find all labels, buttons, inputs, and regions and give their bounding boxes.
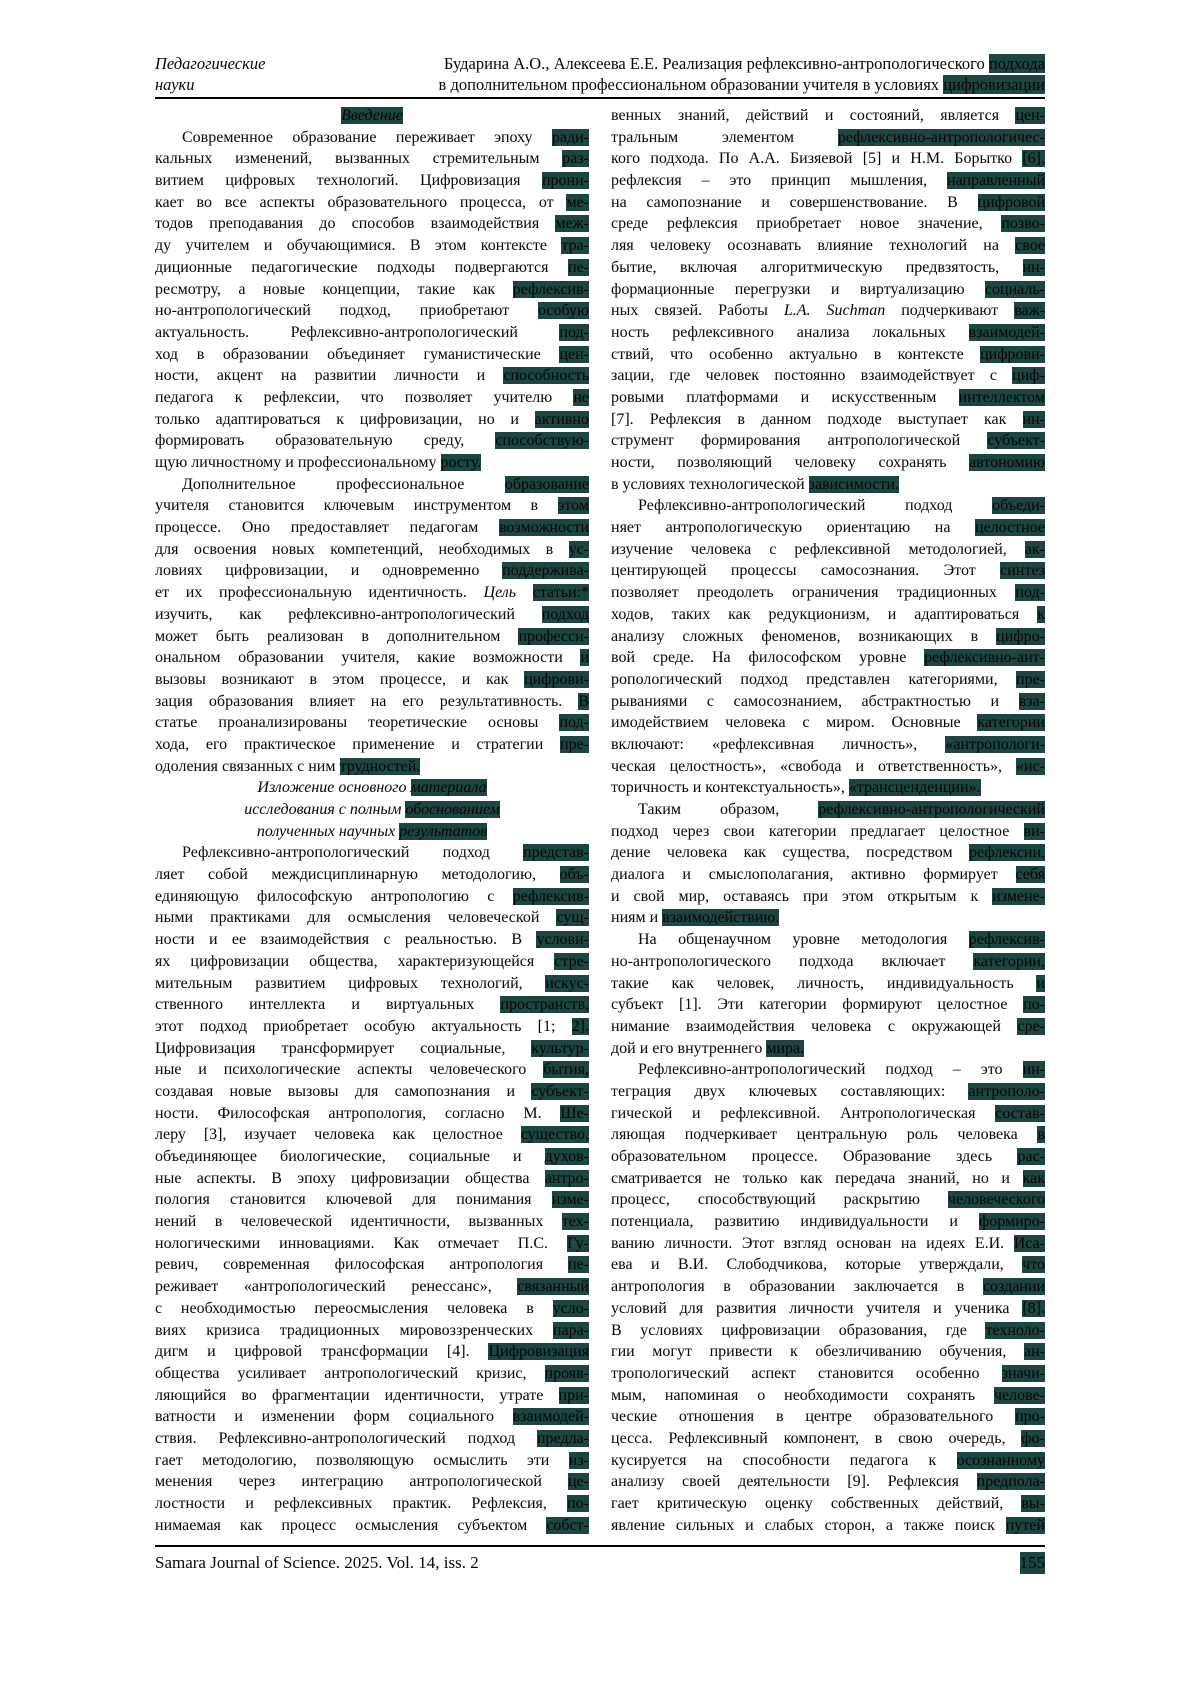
line-end-highlight: предла- — [536, 1429, 589, 1447]
text-line: статье проанализированы теоретические основы под- — [155, 714, 589, 732]
footer-divider — [155, 1545, 1045, 1547]
text-line: ляет собой междисциплинарную методологию, объ- — [155, 866, 589, 884]
line-end-highlight: раз- — [562, 150, 589, 168]
line-end-highlight: человеческого — [947, 1191, 1045, 1209]
paragraph — [611, 799, 1045, 929]
text-line: анализу своей деятельности [9]. Рефлексия предпола- — [611, 1473, 1045, 1491]
line-end-highlight: категории, — [973, 952, 1045, 970]
text-line: центирующей процессы самосознания. Этот синтез — [611, 562, 1045, 580]
line-end-highlight: рефлексивно-антропологичес- — [837, 128, 1045, 146]
text-line: гической и рефлексивной. Антропологическая состав- — [611, 1104, 1045, 1122]
line-end-highlight: челове- — [993, 1386, 1045, 1404]
line-end-highlight: подход — [541, 605, 589, 623]
running-head-section-line1: Педагогические — [155, 54, 266, 73]
text-line: цесса. Рефлексивный компонент, в свою очередь, фо- — [611, 1429, 1045, 1447]
text-line: ляющийся во фрагментации идентичности, утрате при- — [155, 1386, 589, 1404]
line-end-highlight: состав- — [995, 1104, 1045, 1122]
text-line: ревич, современная философская антропология пе- — [155, 1256, 589, 1274]
text-line: [7]. Рефлексия в данном подходе выступает как ин- — [611, 410, 1045, 428]
line-end-highlight: результатов — [399, 822, 488, 840]
text-line: теграция двух ключевых составляющих: антрополо- — [611, 1082, 1045, 1100]
text-line: но-антропологического подхода включает категории, — [611, 952, 1045, 970]
text-line: ные и психологические аспекты человеческого бытия, — [155, 1061, 589, 1079]
line-end-highlight: ин- — [1022, 410, 1045, 428]
text-line: кальных изменений, вызванных стремительным раз- — [155, 150, 589, 168]
text-line: ческая целостность», «свобода и ответственность», «ис- — [611, 757, 1045, 775]
text-line: виях кризиса традиционных мировоззренческих пара- — [155, 1321, 589, 1339]
line-end-highlight: бытия, — [543, 1061, 589, 1079]
text-line: условий для развития личности учителя и ученика [8]. — [611, 1299, 1045, 1317]
line-end-highlight: рефлексивно-ант- — [924, 649, 1045, 667]
line-end-highlight: стре- — [554, 952, 589, 970]
line-end-highlight: сре- — [1017, 1017, 1045, 1035]
section-heading — [155, 105, 589, 127]
line-end-highlight: и — [580, 649, 589, 667]
line-end-highlight: связанный — [517, 1278, 589, 1296]
line-end-highlight: материала — [410, 779, 487, 797]
line-end-highlight: ак- — [1024, 540, 1045, 558]
text-line: ванию личности. Этот взгляд основан на идеях Е.И. Иса- — [611, 1234, 1045, 1252]
text-line: Цифровизация трансформирует социальные, культур- — [155, 1039, 589, 1057]
line-end-highlight: цифровизации — [943, 74, 1045, 94]
text-line: ности, позволяющий человеку сохранять автономию — [611, 454, 1045, 471]
text-line: антропология в образовании заключается в создании — [611, 1278, 1045, 1296]
text-line: ствия. Рефлексивно-антропологический подход предла- — [155, 1429, 589, 1447]
text-line: ватности и изменении форм социального взаимодей- — [155, 1408, 589, 1426]
text-line: Дополнительное профессиональное образование — [182, 475, 589, 493]
text-line: ональном образовании учителя, какие возможности и — [155, 649, 589, 667]
line-end-highlight: фо- — [1021, 1429, 1045, 1447]
line-end-highlight: Иса- — [1013, 1234, 1045, 1252]
line-end-highlight: искус- — [545, 974, 589, 992]
line-end-highlight: способность — [503, 367, 589, 385]
text-line: менения через интеграцию антропологической це- — [155, 1473, 589, 1491]
line-end-highlight: подхода — [988, 54, 1045, 73]
text-line: гии могут привести к обезличиванию обучения, ан- — [611, 1343, 1045, 1361]
paragraph — [611, 105, 1045, 495]
text-line: этот подход приобретает особую актуальность [1; 2]. — [155, 1017, 589, 1035]
line-end-highlight: це- — [568, 1473, 589, 1491]
line-end-highlight: обоснованием — [405, 801, 500, 818]
text-line: ности, акцент на развитии личности и способность — [155, 367, 589, 385]
heading-line: исследования с полным обоснованием — [244, 801, 500, 818]
line-end-highlight: субъект- — [987, 432, 1045, 450]
line-end-highlight: ан- — [1024, 1343, 1045, 1361]
text-line: позволяет преодолеть ограничения традиционных под- — [611, 584, 1045, 602]
text-line: сматривается не только как передача знаний, но и как — [611, 1169, 1045, 1187]
line-end-highlight: направленный — [947, 172, 1045, 190]
line-end-highlight: прони- — [541, 172, 589, 190]
line-end-highlight: формиро- — [978, 1213, 1045, 1231]
text-line: но-антропологический подход, приобретают особую — [155, 302, 589, 320]
line-end-highlight: синтез — [1000, 562, 1045, 580]
line-end-highlight: взаимодей- — [512, 1408, 589, 1426]
line-end-highlight: значи- — [1001, 1364, 1045, 1382]
line-end-highlight: циф- — [1012, 367, 1045, 385]
line-end-highlight: пе- — [568, 258, 589, 276]
text-line: общества усиливает антропологический кризис, прояв- — [155, 1364, 589, 1382]
text-line: рываниями с самосознанием, абстрактностью и вза- — [611, 692, 1045, 710]
line-end-highlight: пе- — [568, 1256, 589, 1274]
right-column — [611, 105, 1045, 1536]
text-line: среде рефлексия приобретает новое значение, позво- — [611, 215, 1045, 233]
text-line: гает критическую оценку собственных действий, вы- — [611, 1495, 1045, 1512]
text-line: мым, напоминая о необходимости сохранять челове- — [611, 1386, 1045, 1404]
line-end-highlight: рефлексив- — [512, 280, 589, 298]
line-end-highlight: Введение — [341, 107, 403, 124]
running-title-line: Бударина А.О., Алексеева Е.Е. Реализация рефлексивно-антропологического подхода — [443, 54, 1045, 73]
text-line: ход в образовании объединяет гуманистические цен- — [155, 345, 589, 363]
text-line: хода, его практическое применение и стратегии пре- — [155, 735, 589, 753]
paragraph — [611, 929, 1045, 1059]
line-end-highlight: ви- — [1023, 822, 1045, 840]
text-line: ева и В.И. Слободчикова, которые утверждали, что — [611, 1256, 1045, 1274]
paragraph — [611, 1059, 1045, 1536]
text-line: пология становится ключевой для понимания изме- — [155, 1191, 589, 1209]
text-line: анализу сложных феноменов, возникающих в цифро- — [611, 627, 1045, 645]
running-head-section-line2: науки — [155, 74, 195, 94]
text-line: в условиях технологической зависимости. — [611, 475, 900, 493]
text-line: вой среде. На философском уровне рефлексивно-ант- — [611, 649, 1045, 667]
text-line: изучить, как рефлексивно-антропологический подход — [155, 605, 589, 623]
line-end-highlight: способствую- — [495, 432, 589, 450]
running-head-section — [155, 54, 265, 95]
text-line: кусируется на способности педагога к осознанному — [611, 1451, 1045, 1469]
line-end-highlight: мира. — [766, 1039, 805, 1057]
line-end-highlight: изме- — [551, 1191, 589, 1209]
text-line: изучение человека с рефлексивной методологией, ак- — [611, 540, 1045, 558]
section-heading — [155, 777, 589, 842]
line-end-highlight: под- — [1015, 584, 1045, 602]
text-line: дигм и цифровой трансформации [4]. Цифровизация — [155, 1343, 589, 1361]
line-end-highlight: антрополо- — [968, 1082, 1045, 1100]
line-end-highlight: цифро- — [996, 627, 1045, 645]
line-end-highlight: взаимодей- — [968, 323, 1045, 341]
text-line: ческие отношения в центре образовательного про- — [611, 1408, 1045, 1426]
text-line: имодействием человека с миром. Основные категории — [611, 714, 1045, 732]
line-end-highlight: цифрови- — [524, 670, 589, 688]
text-line: В условиях цифровизации образования, где техноло- — [611, 1321, 1045, 1339]
line-end-highlight: антро- — [544, 1169, 589, 1187]
line-end-highlight: тра- — [561, 237, 589, 255]
text-line: педагога к рефлексии, что позволяет учителю не — [155, 388, 589, 406]
line-end-highlight: субъект- — [531, 1082, 589, 1100]
journal-citation: Samara Journal of Science. 2025. Vol. 14, iss. 2 — [155, 1553, 479, 1572]
line-end-highlight: важ- — [1014, 302, 1046, 320]
paragraph — [155, 842, 589, 1536]
line-end-highlight: поддержива- — [502, 562, 589, 580]
text-line: ляющая подчеркивает центральную роль человека в — [611, 1126, 1045, 1144]
text-line: ресмотру, а новые концепции, такие как рефлексив- — [155, 280, 589, 298]
line-end-highlight: вы- — [1021, 1495, 1045, 1512]
text-line: ет их профессиональную идентичность. Цель статьи:* — [155, 584, 589, 602]
heading-line: Изложение основного материала — [257, 779, 487, 797]
line-end-highlight: социаль- — [984, 280, 1045, 298]
line-end-highlight: из- — [568, 1451, 589, 1469]
text-line: процессе. Оно предоставляет педагогам возможности — [155, 519, 589, 537]
line-end-highlight: пространств, — [500, 996, 589, 1014]
page-number: 155 — [1019, 1553, 1045, 1572]
line-end-highlight: не — [573, 388, 589, 406]
text-line: гает методологию, позволяющую осмыслить эти из- — [155, 1451, 589, 1469]
line-end-highlight: про- — [1015, 1408, 1045, 1426]
text-line: мительным развитием цифровых технологий, искус- — [155, 974, 589, 992]
text-line: дение человека как существа, посредством рефлексии, — [611, 844, 1045, 862]
text-line: нений в человеческой идентичности, вызванных тех- — [155, 1213, 589, 1231]
line-end-highlight: рефлексив- — [512, 887, 589, 905]
line-end-highlight: пара- — [552, 1321, 589, 1339]
line-end-highlight: тех- — [561, 1213, 589, 1231]
line-end-highlight: целостное — [975, 519, 1045, 537]
text-line: объединяющее биологические, социальные и духов- — [155, 1148, 589, 1165]
line-end-highlight: интеллектом — [958, 388, 1045, 406]
text-line: щую личностному и профессиональному росту. — [155, 454, 482, 471]
text-line: ровыми платформами и искусственным интеллектом — [611, 388, 1045, 406]
line-end-highlight: возможности — [499, 519, 589, 537]
line-end-highlight: «трансценденции». — [848, 779, 981, 797]
line-end-highlight: взаимодействию. — [662, 909, 780, 927]
text-line: Таким образом, рефлексивно-антропологический — [638, 801, 1045, 818]
line-end-highlight: и — [1036, 974, 1045, 992]
paragraph — [155, 474, 589, 778]
text-line: тральным элементом рефлексивно-антропологичес- — [611, 128, 1045, 146]
text-line: одоления связанных с ним трудностей. — [155, 757, 421, 775]
line-end-highlight: собст- — [546, 1516, 589, 1534]
text-line: дой и его внутреннего мира. — [611, 1039, 805, 1057]
line-end-highlight: духов- — [544, 1148, 589, 1165]
line-end-highlight: культур- — [531, 1039, 589, 1057]
text-line: струмент формирования антропологической субъект- — [611, 432, 1045, 450]
line-end-highlight: под- — [559, 323, 589, 341]
text-line: диалога и смыслополагания, активно формирует себя — [611, 866, 1045, 884]
text-line: ходов, таких как редукционизм, и адаптироваться к — [611, 605, 1045, 623]
text-line: кает во все аспекты образовательного процесса, от ме- — [155, 193, 589, 211]
article-body — [155, 105, 1045, 1536]
text-line: такие как человек, личность, индивидуальность и — [611, 974, 1045, 992]
line-end-highlight: статьи:* — [532, 584, 589, 602]
text-line: может быть реализован в дополнительном професси- — [155, 627, 589, 645]
text-line: актуальность. Рефлексивно-антропологический под- — [155, 323, 589, 341]
text-line: ности и ее взаимодействия с реальностью. В услови- — [155, 931, 589, 949]
line-end-highlight: под- — [559, 714, 589, 732]
text-line: На общенаучном уровне методология рефлексив- — [638, 931, 1045, 949]
text-line: ляя человеку осознавать влияние технологий на свое — [611, 237, 1045, 255]
line-end-highlight: меж- — [555, 215, 589, 233]
line-end-highlight: ради- — [551, 128, 589, 146]
left-column — [155, 105, 589, 1536]
text-line: реживает «антропологический ренессанс», связанный — [155, 1278, 589, 1296]
line-end-highlight: свое — [1015, 237, 1045, 255]
text-line: формировать образовательную среду, способствую- — [155, 432, 589, 450]
line-end-highlight: Гу- — [567, 1234, 589, 1252]
running-title-line: в дополнительном профессиональном образовании учителя в условиях цифровизации — [438, 74, 1045, 94]
text-line: ствий, что особенно актуально в контексте цифрови- — [611, 345, 1045, 363]
running-head-title — [305, 54, 1045, 95]
text-line: леру [3], изучает человека как целостное существо, — [155, 1126, 589, 1144]
text-line: образовательном процессе. Образование здесь рас- — [611, 1148, 1045, 1165]
text-line: витием цифровых технологий. Цифровизация прони- — [155, 172, 589, 190]
line-end-highlight: цифровой — [977, 193, 1045, 211]
text-line: зация образования влияет на его результативность. В — [155, 692, 589, 710]
line-end-highlight: по- — [567, 1495, 589, 1512]
line-end-highlight: рас- — [1017, 1148, 1045, 1165]
text-line: ность рефлексивного анализа локальных взаимодей- — [611, 323, 1045, 341]
heading-line — [155, 105, 589, 127]
line-end-highlight: рефлексии, — [969, 844, 1045, 862]
text-line: подход через свои категории предлагает целостное ви- — [611, 822, 1045, 840]
text-line: тропологический аспект становится особенно значи- — [611, 1364, 1045, 1382]
paragraph — [155, 127, 589, 474]
line-end-highlight: Цифровизация — [488, 1343, 589, 1361]
line-end-highlight: создании — [982, 1278, 1045, 1296]
text-line: процесс, способствующий раскрытию человеческого — [611, 1191, 1045, 1209]
line-end-highlight: [6], — [1022, 150, 1045, 168]
line-end-highlight: категории — [977, 714, 1045, 732]
line-end-highlight: росту. — [440, 454, 482, 471]
line-end-highlight: [8]. — [1022, 1299, 1045, 1317]
line-end-highlight: этом — [557, 497, 589, 515]
text-line: ях цифровизации общества, характеризующейся стре- — [155, 952, 589, 970]
line-end-highlight: ин- — [1022, 258, 1045, 276]
paragraph — [611, 495, 1045, 799]
page-footer — [155, 1552, 1045, 1574]
line-end-highlight: пре- — [1016, 670, 1045, 688]
line-end-highlight: пре- — [560, 735, 589, 753]
text-line: кого подхода. По А.А. Бизяевой [5] и Н.М. Борытко [6], — [611, 150, 1045, 168]
line-end-highlight: В — [578, 692, 589, 710]
line-end-highlight: измене- — [992, 887, 1045, 905]
line-end-highlight: професси- — [518, 627, 589, 645]
text-line: нимание взаимодействия человека с окружающей сре- — [611, 1017, 1045, 1035]
line-end-highlight: предпола- — [976, 1473, 1045, 1491]
line-end-highlight: образование — [504, 475, 589, 493]
line-end-highlight: цен- — [559, 345, 589, 363]
line-end-highlight: существо, — [520, 1126, 589, 1144]
text-line: потенциала, развитию индивидуальности и формиро- — [611, 1213, 1045, 1231]
text-line: создавая новые вызовы для самопознания и субъект- — [155, 1082, 589, 1100]
line-end-highlight: 2]. — [571, 1017, 589, 1035]
line-end-highlight: представ- — [523, 844, 589, 862]
line-end-highlight: рефлексивно-антропологический — [818, 801, 1045, 818]
text-line: формационные перегрузки и виртуализацию социаль- — [611, 280, 1045, 298]
text-line: няет антропологическую ориентацию на целостное — [611, 519, 1045, 537]
text-line: лостности и рефлексивных практик. Рефлексия, по- — [155, 1495, 589, 1512]
text-line: включают: «рефлексивная личность», «антропологи- — [611, 735, 1045, 753]
text-line: и свой мир, оставаясь при этом открытым к измене- — [611, 887, 1045, 905]
text-line: ропологический подход представлен категориями, пре- — [611, 670, 1045, 688]
line-end-highlight: активно — [534, 410, 589, 428]
text-line: субъект [1]. Эти категории формируют целостное по- — [611, 996, 1045, 1014]
line-end-highlight: «ис- — [1016, 757, 1045, 775]
text-line: единяющую философскую антропологию с рефлексив- — [155, 887, 589, 905]
line-end-highlight: услови- — [536, 931, 589, 949]
line-end-highlight: техноло- — [985, 1321, 1045, 1339]
text-line: ными практиками для осмысления человеческой сущ- — [155, 909, 589, 927]
line-end-highlight: особую — [538, 302, 589, 320]
line-end-highlight: рефлексив- — [968, 931, 1045, 949]
line-end-highlight: путей — [1005, 1516, 1045, 1534]
line-end-highlight: как — [1022, 1169, 1045, 1187]
line-end-highlight: что — [1022, 1256, 1045, 1274]
text-line: Рефлексивно-антропологический подход объеди- — [638, 497, 1045, 515]
line-end-highlight: усло- — [552, 1299, 589, 1317]
line-end-highlight: к — [1037, 605, 1045, 623]
line-end-highlight: ус- — [568, 540, 589, 558]
line-end-highlight: автономию — [969, 454, 1045, 471]
line-end-highlight: «антропологи- — [945, 735, 1045, 753]
text-line: диционные педагогические подходы подвергаются пе- — [155, 258, 589, 276]
line-end-highlight: по- — [1023, 996, 1045, 1014]
text-line: нимаемая как процесс осмысления субъектом собст- — [155, 1516, 589, 1534]
text-line: учителя становится ключевым инструментом в этом — [155, 497, 589, 515]
text-line: ности. Философская антропология, согласно М. Ше- — [155, 1104, 589, 1122]
line-end-highlight: ме- — [566, 193, 589, 211]
text-line: нологическими инновациями. Как отмечает П.С. Гу- — [155, 1234, 589, 1252]
text-line: ственного интеллекта и виртуальных пространств, — [155, 996, 589, 1014]
line-end-highlight: вза- — [1018, 692, 1045, 710]
page-header — [155, 54, 1045, 95]
line-end-highlight: объ- — [559, 866, 589, 884]
line-end-highlight: цифрови- — [980, 345, 1045, 363]
text-line: зации, где человек постоянно взаимодействует с циф- — [611, 367, 1045, 385]
line-end-highlight: зависимости. — [808, 475, 900, 493]
heading-line: полученных научных результатов — [256, 822, 488, 840]
text-line: Рефлексивно-антропологический подход – это ин- — [638, 1061, 1045, 1079]
text-line: тодов преподавания до способов взаимодействия меж- — [155, 215, 589, 233]
text-line: ных связей. Работы L.A. Suchman подчеркивают важ- — [611, 302, 1046, 320]
text-line: торичность и контекстуальность», «трансценденции». — [611, 779, 981, 797]
line-end-highlight: в — [1037, 1126, 1045, 1144]
text-line: Рефлексивно-антропологический подход представ- — [182, 844, 589, 862]
text-line: ду учителем и обучающимися. В этом контексте тра- — [155, 237, 589, 255]
text-line: только адаптироваться к цифровизации, но и активно — [155, 410, 589, 428]
line-end-highlight: позво- — [1001, 215, 1045, 233]
line-end-highlight: осознанному — [956, 1451, 1045, 1469]
line-end-highlight: цен- — [1015, 107, 1045, 124]
line-end-highlight: при- — [558, 1386, 589, 1404]
text-line: ниям и взаимодействию. — [611, 909, 780, 927]
text-line: бытие, включая алгоритмическую предвзятость, ин- — [611, 258, 1045, 276]
line-end-highlight: себя — [1015, 866, 1045, 884]
line-end-highlight: прояв- — [544, 1364, 589, 1382]
line-end-highlight: сущ- — [556, 909, 589, 927]
text-line: ловиях цифровизации, и одновременно поддержива- — [155, 562, 589, 580]
text-line: Современное образование переживает эпоху ради- — [182, 128, 589, 146]
text-line: на самопознание и совершенствование. В цифровой — [611, 193, 1045, 211]
line-end-highlight: Ше- — [560, 1104, 589, 1122]
text-line: явление сильных и слабых сторон, а также поиск путей — [611, 1516, 1045, 1534]
text-line: для освоения новых компетенций, необходимых в ус- — [155, 540, 589, 558]
text-line: вызовы возникают в этом процессе, и как цифрови- — [155, 670, 589, 688]
line-end-highlight: трудностей. — [339, 757, 421, 775]
text-line: венных знаний, действий и состояний, является цен- — [611, 107, 1045, 124]
text-line: рефлексия – это принцип мышления, направленный — [611, 172, 1045, 190]
line-end-highlight: объеди- — [992, 497, 1045, 515]
header-divider — [155, 97, 1045, 99]
text-line: ные аспекты. В эпоху цифровизации общества антро- — [155, 1169, 589, 1187]
text-line: с необходимостью переосмысления человека в усло- — [155, 1299, 589, 1317]
line-end-highlight: ин- — [1022, 1061, 1045, 1079]
